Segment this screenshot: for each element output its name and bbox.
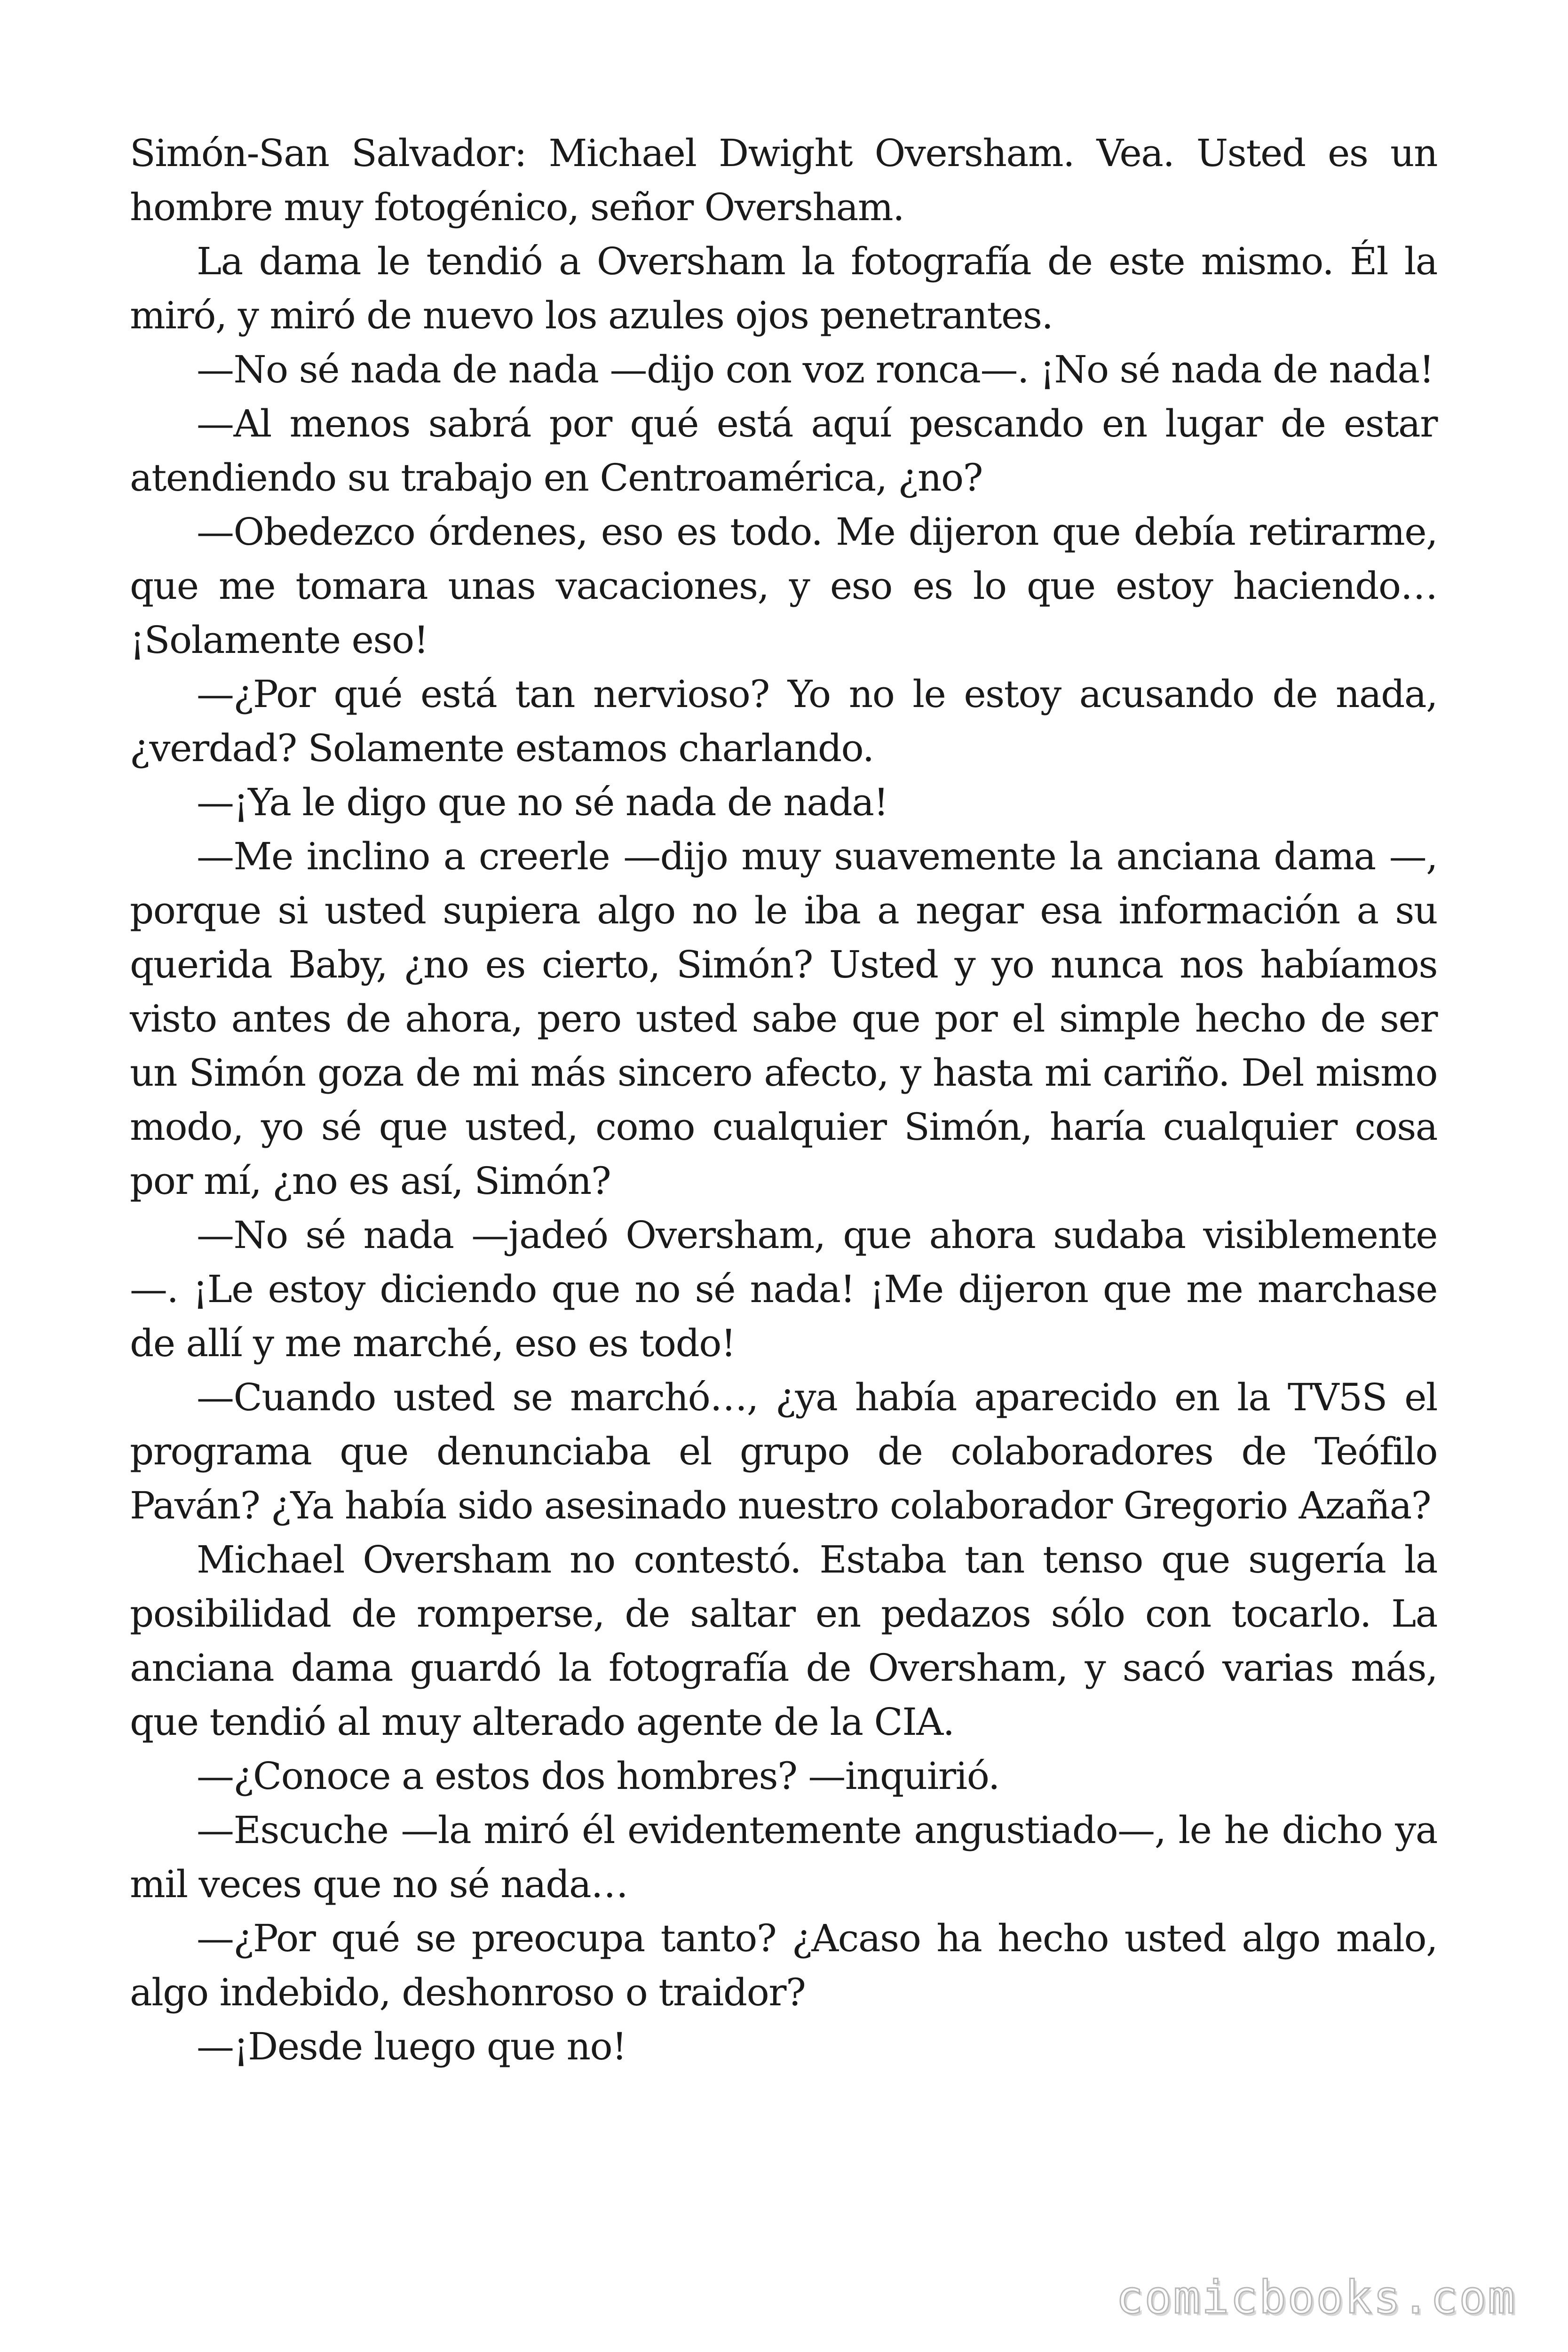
paragraph: —¡Desde luego que no! <box>197 2025 626 2068</box>
paragraph: —¡Ya le digo que no sé nada de nada! <box>197 780 888 824</box>
paragraph: —¿Por qué está tan nervioso? Yo no le estoy acusando de nada, ¿verdad? Solamente estamos charlando. <box>130 672 1437 770</box>
paragraph: Simón-San Salvador: Michael Dwight Oversham. Vea. Usted es un hombre muy fotogénico, señor Oversham. <box>130 131 1437 229</box>
paragraph: —¿Por qué se preocupa tanto? ¿Acaso ha hecho usted algo malo, algo indebido, deshonroso o traidor? <box>130 1916 1437 2014</box>
watermark: comicbooks.com <box>1116 2271 1516 2324</box>
paragraph: La dama le tendió a Oversham la fotografía de este mismo. Él la miró, y miró de nuevo los azules ojos penetrantes. <box>130 239 1437 337</box>
paragraph: —Escuche —la miró él evidentemente angustiado—, le he dicho ya mil veces que no sé nada… <box>130 1808 1437 1906</box>
paragraph: —Obedezco órdenes, eso es todo. Me dijeron que debía retirarme, que me tomara unas vacaciones, y eso es lo que estoy haciendo… ¡Solamente eso! <box>130 510 1437 662</box>
paragraph: —No sé nada de nada —dijo con voz ronca—. ¡No sé nada de nada! <box>197 348 1434 391</box>
paragraph: —¿Conoce a estos dos hombres? —inquirió. <box>197 1754 999 1798</box>
paragraph: —Al menos sabrá por qué está aquí pescando en lugar de estar atendiendo su trabajo en Centroamérica, ¿no? <box>130 402 1437 500</box>
body-text <box>130 126 1437 2074</box>
paragraph: Michael Oversham no contestó. Estaba tan tenso que sugería la posibilidad de romperse, de saltar en pedazos sólo con tocarlo. La anciana dama guardó la fotografía de Oversham, y sacó varias más, que tendió al muy alterado agente de la CIA. <box>130 1538 1437 1744</box>
paragraph: —Me inclino a creerle —dijo muy suavemente la anciana dama —, porque si usted supiera algo no le iba a negar esa información a su querida Baby, ¿no es cierto, Simón? Usted y yo nunca nos habíamos visto antes de ahora, pero usted sabe que por el simple hecho de ser un Simón goza de mi más sincero afecto, y hasta mi cariño. Del mismo modo, yo sé que usted, como cualquier Simón, haría cualquier cosa por mí, ¿no es así, Simón? <box>130 834 1437 1203</box>
paragraph: —Cuando usted se marchó…, ¿ya había aparecido en la TV5S el programa que denunciaba el grupo de colaboradores de Teófilo Paván? ¿Ya había sido asesinado nuestro colaborador Gregorio Azaña? <box>130 1375 1437 1527</box>
paragraph: —No sé nada —jadeó Oversham, que ahora sudaba visiblemente —. ¡Le estoy diciendo que no sé nada! ¡Me dijeron que me marchase de allí y me marché, eso es todo! <box>130 1213 1437 1365</box>
